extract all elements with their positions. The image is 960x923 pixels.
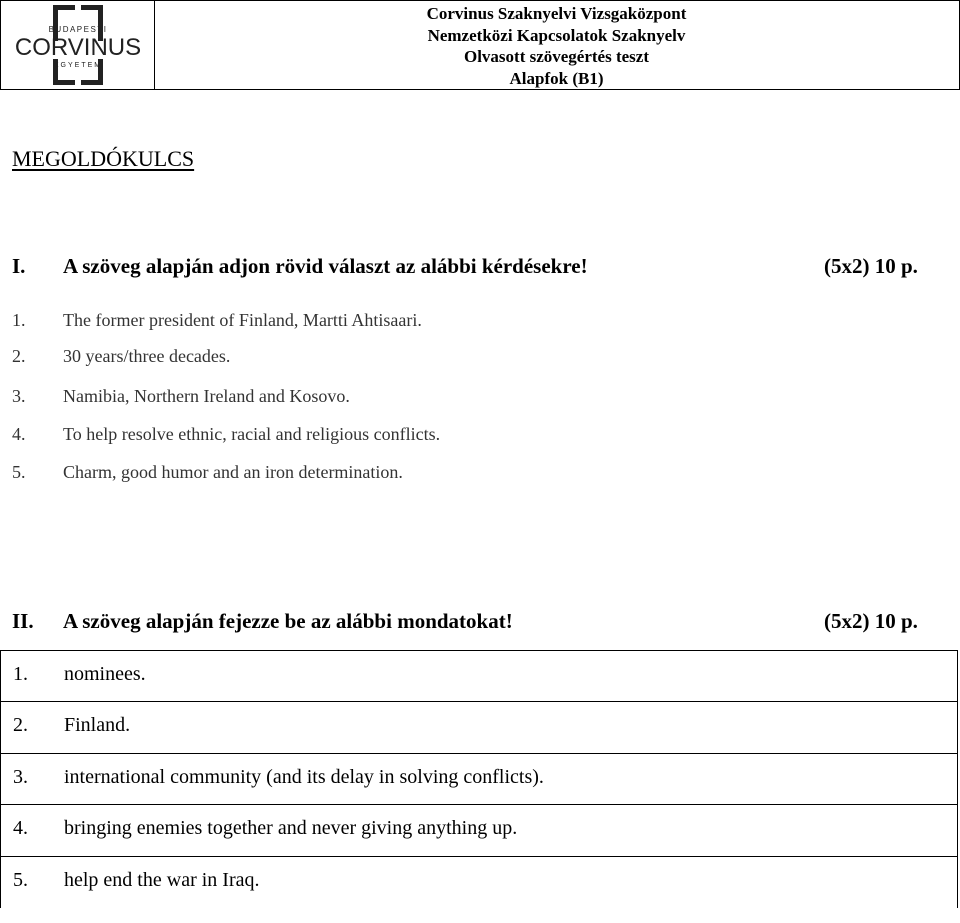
answer-number: 3. [13, 765, 28, 788]
section-2-text: A szöveg alapján fejezze be az alábbi mondatokat! [63, 609, 513, 633]
answer-number: 2. [12, 346, 26, 366]
answer-number: 3. [12, 386, 26, 406]
logo-top-text: BUDAPESTI [48, 25, 108, 34]
answer-text: Namibia, Northern Ireland and Kosovo. [63, 386, 350, 406]
section-2-answer-table [0, 650, 958, 908]
answer-text: 30 years/three decades. [63, 346, 231, 366]
logo-bottom-text: EGYETEM [53, 62, 103, 69]
header-text [155, 1, 958, 89]
section-2-number: II. [12, 609, 34, 633]
section-1-number: I. [12, 254, 26, 278]
header-line-3: Olvasott szövegértés teszt [463, 47, 650, 66]
table-row [0, 651, 958, 702]
header-line-1: Corvinus Szaknyelvi Vizsgaközpont [426, 4, 687, 23]
table-row [0, 857, 958, 908]
table-row [0, 805, 958, 856]
table-row [0, 702, 958, 753]
answer-number: 1. [12, 310, 26, 330]
answer-text: Charm, good humor and an iron determination. [63, 462, 403, 482]
header-line-2: Nemzetközi Kapcsolatok Szaknyelv [427, 25, 686, 45]
corvinus-logo [9, 3, 147, 87]
answer-text: help end the war in Iraq. [64, 868, 260, 891]
document-header [0, 0, 960, 90]
header-line-4: Alapfok (B1) [509, 68, 604, 88]
answer-text: Finland. [64, 714, 131, 737]
section-1-points: (5x2) 10 p. [824, 254, 918, 278]
answer-number: 2. [13, 714, 28, 737]
answer-text: The former president of Finland, Martti Ahtisaari. [63, 310, 422, 330]
answer-number: 5. [13, 868, 28, 891]
answer-number: 4. [13, 817, 28, 840]
table-row [0, 754, 958, 805]
section-2-points: (5x2) 10 p. [824, 609, 918, 633]
answer-text: bringing enemies together and never giving anything up. [64, 817, 518, 840]
section-1-text: A szöveg alapján adjon rövid választ az alábbi kérdésekre! [63, 254, 588, 278]
answer-number: 5. [12, 462, 26, 482]
answer-key-title: MEGOLDÓKULCS [12, 146, 195, 171]
logo-main-text: CORVINUS [14, 34, 142, 61]
answer-number: 4. [12, 424, 26, 444]
answer-text: To help resolve ethnic, racial and religious conflicts. [63, 424, 441, 444]
answer-text: nominees. [64, 663, 146, 685]
logo-cell [1, 1, 155, 89]
answer-text: international community (and its delay in solving conflicts). [64, 765, 544, 788]
answer-number: 1. [13, 663, 28, 685]
